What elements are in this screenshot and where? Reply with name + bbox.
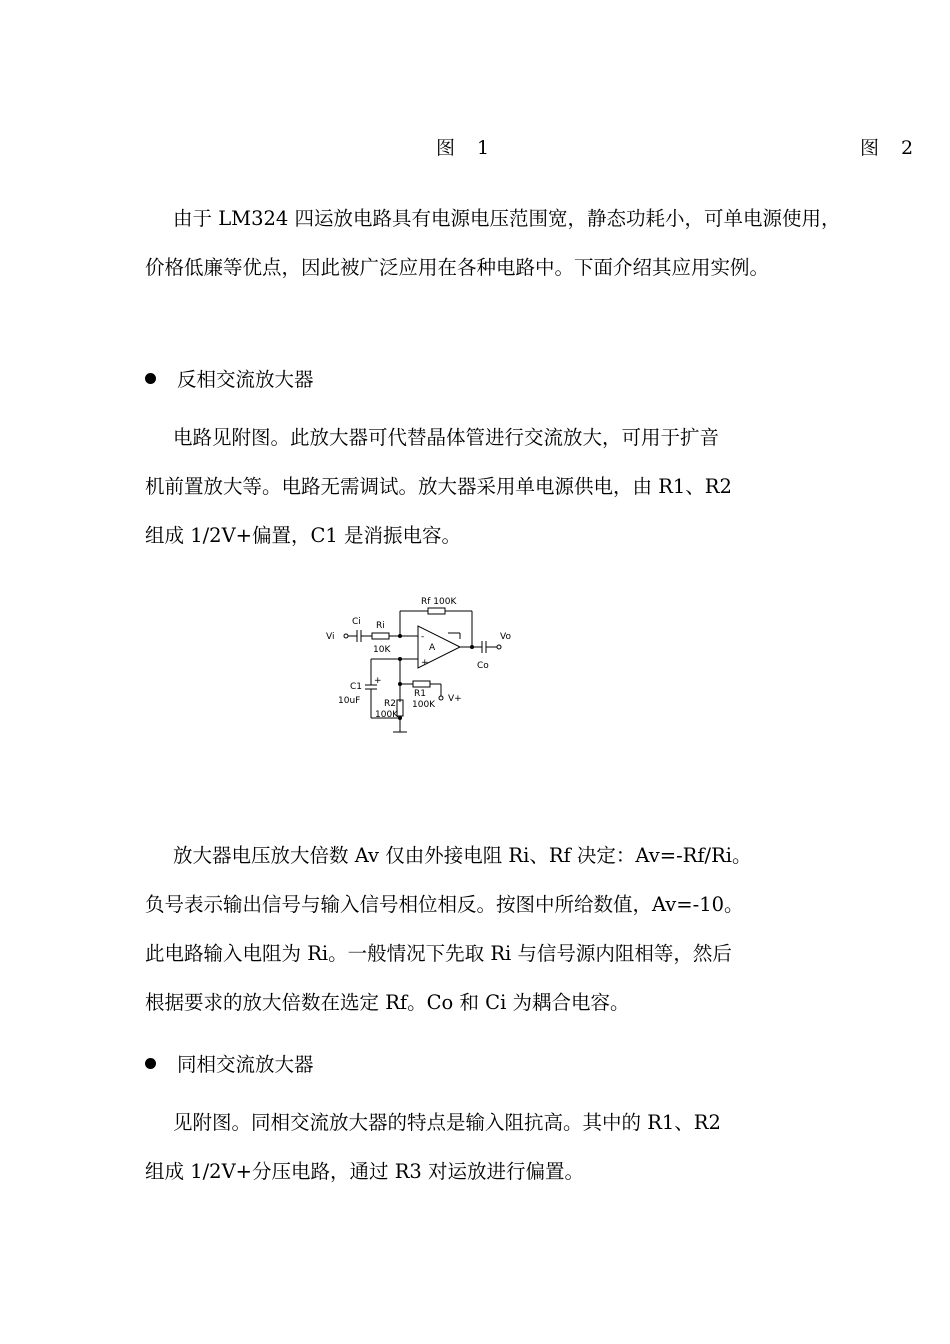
text-line: 根据要求的放大倍数在选定 Rf。Co 和 Ci 为耦合电容。 (145, 991, 630, 1014)
text-line: 此电路输入电阻为 Ri。一般情况下先取 Ri 与信号源内阻相等，然后 (145, 942, 732, 965)
figure-label-1: 图 1 (436, 137, 498, 159)
text-line: 见附图。同相交流放大器的特点是输入阻抗高。其中的 R1、R2 (173, 1111, 721, 1134)
bullet-icon (145, 1058, 156, 1069)
ri-value: 10K (373, 645, 391, 655)
c1-label: C1 (350, 682, 363, 692)
c1-polarity: + (374, 676, 382, 686)
section2-paragraph-1 (145, 1098, 935, 1196)
text-line: 由于 LM324 四运放电路具有电源电压范围宽，静态功耗小，可单电源使用， (173, 207, 841, 230)
ci-label: Ci (352, 617, 361, 627)
vi-label: Vi (326, 632, 335, 642)
r1-value: 100K (412, 700, 436, 710)
text-line: 价格低廉等优点，因此被广泛应用在各种电路中。下面介绍其应用实例。 (145, 256, 770, 279)
text-line: 负号表示输出信号与输入信号相位相反。按图中所给数值，Av=-10。 (145, 893, 744, 916)
rf-label: Rf 100K (421, 597, 457, 607)
section-heading-noninverting-amp (145, 1049, 314, 1077)
bullet-icon (145, 373, 156, 384)
heading-text: 同相交流放大器 (177, 1053, 314, 1076)
co-label: Co (477, 661, 489, 671)
vplus-label: V+ (448, 694, 462, 704)
plus-sign: + (421, 658, 429, 668)
vo-label: Vo (500, 632, 511, 642)
minus-sign: - (421, 632, 425, 642)
c1-value: 10uF (338, 696, 361, 706)
section1-paragraph-1 (145, 413, 935, 560)
text-line: 放大器电压放大倍数 Av 仅由外接电阻 Ri、Rf 决定：Av=-Rf/Ri。 (173, 844, 752, 867)
inverting-amplifier-circuit-diagram (320, 590, 530, 740)
text-line: 机前置放大等。电路无需调试。放大器采用单电源供电，由 R1、R2 (145, 475, 732, 498)
text-line: 电路见附图。此放大器可代替晶体管进行交流放大，可用于扩音 (173, 426, 720, 449)
r1-label: R1 (414, 689, 426, 699)
ri-label: Ri (376, 621, 385, 631)
r2-value: 100K (375, 710, 399, 720)
text-line: 组成 1/2V+偏置，C1 是消振电容。 (145, 524, 462, 547)
heading-text: 反相交流放大器 (177, 368, 314, 391)
amp-label: A (429, 643, 436, 653)
intro-paragraph (145, 194, 935, 292)
figure-label-2: 图 2 (860, 137, 922, 159)
r2-label: R2 (384, 699, 396, 709)
section1-paragraph-2 (145, 831, 935, 1027)
text-line: 组成 1/2V+分压电路，通过 R3 对运放进行偏置。 (145, 1160, 584, 1183)
section-heading-inverting-amp (145, 364, 314, 392)
